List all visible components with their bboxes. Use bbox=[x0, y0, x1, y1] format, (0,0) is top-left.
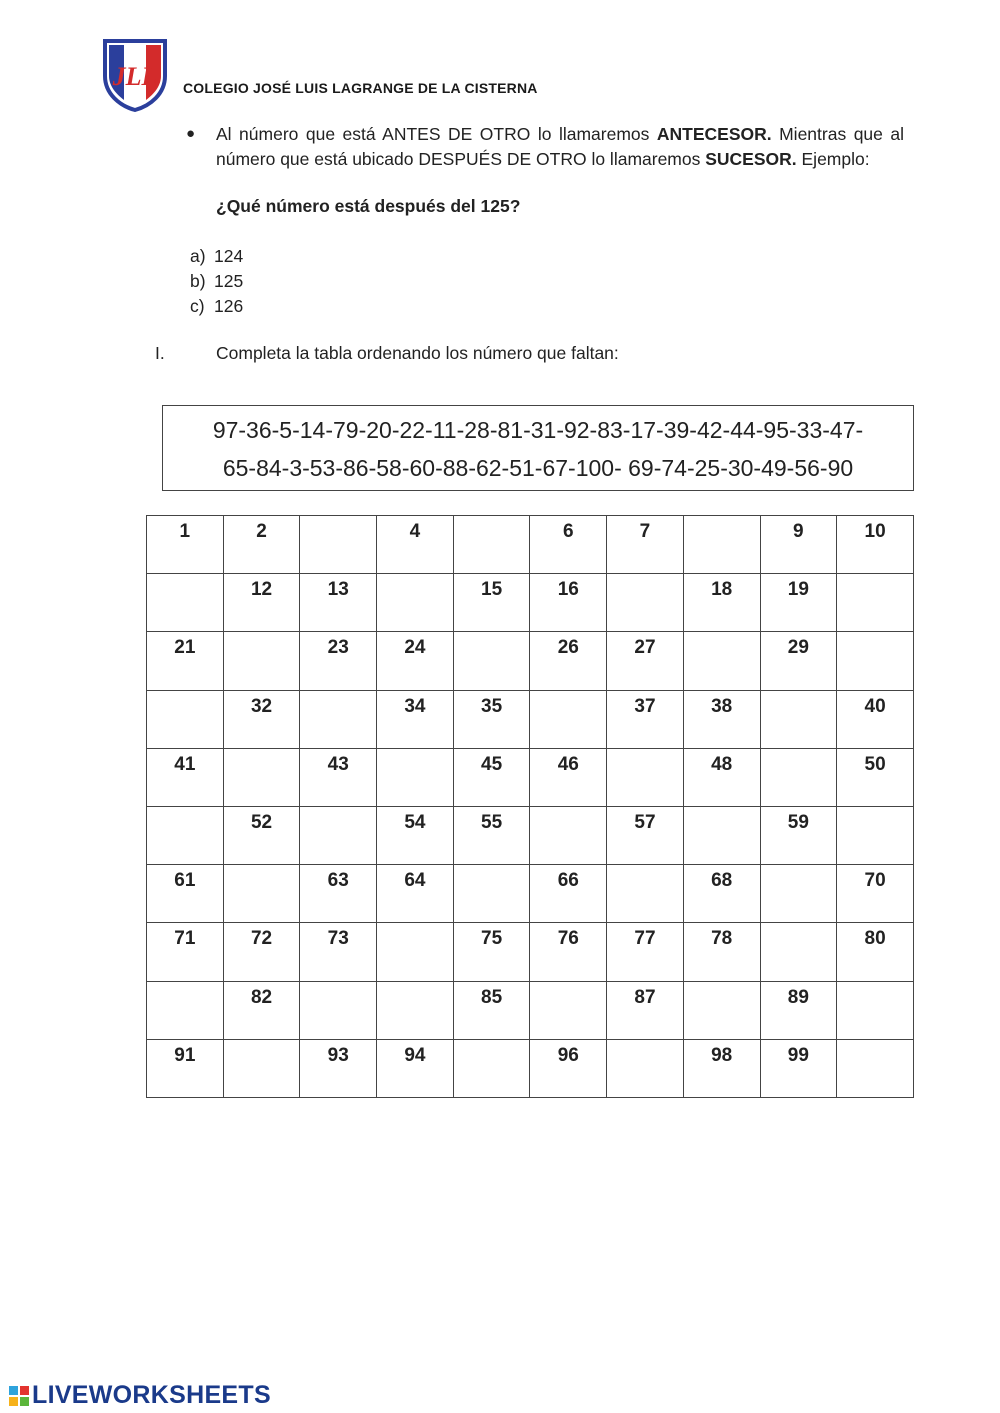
grid-cell-number: 9 bbox=[760, 516, 837, 574]
grid-cell-blank[interactable] bbox=[683, 981, 760, 1039]
grid-cell-blank[interactable] bbox=[683, 632, 760, 690]
grid-cell-blank[interactable] bbox=[147, 690, 224, 748]
grid-cell-number: 15 bbox=[453, 574, 530, 632]
grid-cell-number: 64 bbox=[377, 865, 454, 923]
grid-cell-number: 89 bbox=[760, 981, 837, 1039]
grid-cell-blank[interactable] bbox=[607, 748, 684, 806]
grid-cell-number: 76 bbox=[530, 923, 607, 981]
grid-cell-blank[interactable] bbox=[377, 923, 454, 981]
grid-cell-number: 18 bbox=[683, 574, 760, 632]
grid-cell-number: 85 bbox=[453, 981, 530, 1039]
grid-cell-blank[interactable] bbox=[683, 806, 760, 864]
grid-cell-number: 71 bbox=[147, 923, 224, 981]
grid-cell-number: 10 bbox=[837, 516, 914, 574]
grid-cell-blank[interactable] bbox=[760, 690, 837, 748]
grid-row bbox=[147, 923, 914, 981]
grid-row bbox=[147, 806, 914, 864]
grid-cell-blank[interactable] bbox=[223, 1039, 300, 1097]
grid-cell-number: 45 bbox=[453, 748, 530, 806]
grid-cell-number: 38 bbox=[683, 690, 760, 748]
grid-row bbox=[147, 574, 914, 632]
grid-cell-number: 93 bbox=[300, 1039, 377, 1097]
grid-cell-blank[interactable] bbox=[147, 981, 224, 1039]
grid-cell-blank[interactable] bbox=[837, 574, 914, 632]
grid-cell-number: 4 bbox=[377, 516, 454, 574]
grid-cell-blank[interactable] bbox=[377, 748, 454, 806]
grid-cell-blank[interactable] bbox=[223, 748, 300, 806]
grid-cell-blank[interactable] bbox=[837, 806, 914, 864]
brand-name: LIVEWORKSHEETS bbox=[32, 1381, 271, 1409]
grid-cell-number: 48 bbox=[683, 748, 760, 806]
example-question: ¿Qué número está después del 125? bbox=[216, 196, 521, 216]
grid-cell-blank[interactable] bbox=[607, 1039, 684, 1097]
grid-cell-blank[interactable] bbox=[147, 806, 224, 864]
grid-cell-number: 54 bbox=[377, 806, 454, 864]
number-bank-line-1: 97-36-5-14-79-20-22-11-28-81-31-92-83-17-39-42-44-95-33-47- bbox=[212, 417, 864, 443]
grid-cell-blank[interactable] bbox=[683, 516, 760, 574]
grid-cell-number: 73 bbox=[300, 923, 377, 981]
grid-cell-number: 43 bbox=[300, 748, 377, 806]
grid-cell-blank[interactable] bbox=[607, 865, 684, 923]
grid-cell-blank[interactable] bbox=[530, 981, 607, 1039]
grid-cell-blank[interactable] bbox=[607, 574, 684, 632]
grid-cell-number: 91 bbox=[147, 1039, 224, 1097]
section-instruction: I. Completa la tabla ordenando los número que faltan: bbox=[155, 343, 619, 363]
intro-paragraph: Al número que está ANTES DE OTRO lo llamaremos ANTECESOR. Mientras que al número que está ubicado DESPUÉS DE OTRO lo llamaremos SUCESOR. Ejemplo: bbox=[216, 124, 904, 169]
grid-cell-number: 27 bbox=[607, 632, 684, 690]
grid-cell-number: 80 bbox=[837, 923, 914, 981]
grid-cell-number: 66 bbox=[530, 865, 607, 923]
grid-cell-number: 75 bbox=[453, 923, 530, 981]
grid-cell-number: 63 bbox=[300, 865, 377, 923]
option-a[interactable]: a) 124 bbox=[190, 246, 244, 266]
number-bank-line-2: 65-84-3-53-86-58-60-88-62-51-67-100- 69-74-25-30-49-56-90 bbox=[222, 455, 854, 481]
grid-cell-number: 24 bbox=[377, 632, 454, 690]
grid-row bbox=[147, 981, 914, 1039]
grid-cell-number: 32 bbox=[223, 690, 300, 748]
grid-cell-number: 98 bbox=[683, 1039, 760, 1097]
grid-row bbox=[147, 865, 914, 923]
grid-cell-blank[interactable] bbox=[760, 923, 837, 981]
school-logo bbox=[102, 38, 168, 112]
grid-cell-number: 46 bbox=[530, 748, 607, 806]
grid-cell-blank[interactable] bbox=[300, 690, 377, 748]
option-b[interactable]: b) 125 bbox=[190, 271, 244, 291]
grid-cell-number: 35 bbox=[453, 690, 530, 748]
grid-cell-number: 41 bbox=[147, 748, 224, 806]
grid-cell-number: 23 bbox=[300, 632, 377, 690]
grid-cell-blank[interactable] bbox=[837, 1039, 914, 1097]
grid-cell-number: 96 bbox=[530, 1039, 607, 1097]
grid-cell-number: 40 bbox=[837, 690, 914, 748]
grid-cell-blank[interactable] bbox=[837, 981, 914, 1039]
grid-cell-number: 13 bbox=[300, 574, 377, 632]
grid-row bbox=[147, 690, 914, 748]
grid-cell-number: 87 bbox=[607, 981, 684, 1039]
grid-cell-number: 19 bbox=[760, 574, 837, 632]
grid-cell-number: 34 bbox=[377, 690, 454, 748]
liveworksheets-logo-icon bbox=[8, 1385, 30, 1407]
grid-cell-blank[interactable] bbox=[377, 981, 454, 1039]
school-name: COLEGIO JOSÉ LUIS LAGRANGE DE LA CISTERNA bbox=[183, 80, 538, 96]
option-c[interactable]: c) 126 bbox=[190, 296, 244, 316]
grid-cell-blank[interactable] bbox=[530, 806, 607, 864]
grid-cell-number: 1 bbox=[147, 516, 224, 574]
grid-cell-number: 78 bbox=[683, 923, 760, 981]
grid-cell-blank[interactable] bbox=[837, 632, 914, 690]
answer-options bbox=[190, 244, 243, 319]
grid-cell-number: 94 bbox=[377, 1039, 454, 1097]
grid-cell-number: 7 bbox=[607, 516, 684, 574]
grid-cell-blank[interactable] bbox=[760, 865, 837, 923]
grid-cell-blank[interactable] bbox=[300, 981, 377, 1039]
grid-cell-number: 50 bbox=[837, 748, 914, 806]
grid-row bbox=[147, 632, 914, 690]
grid-cell-number: 57 bbox=[607, 806, 684, 864]
grid-cell-blank[interactable] bbox=[147, 574, 224, 632]
grid-cell-number: 77 bbox=[607, 923, 684, 981]
grid-cell-blank[interactable] bbox=[377, 574, 454, 632]
grid-cell-blank[interactable] bbox=[530, 690, 607, 748]
grid-cell-number: 68 bbox=[683, 865, 760, 923]
grid-cell-blank[interactable] bbox=[453, 632, 530, 690]
grid-cell-number: 70 bbox=[837, 865, 914, 923]
grid-cell-blank[interactable] bbox=[223, 632, 300, 690]
grid-cell-number: 6 bbox=[530, 516, 607, 574]
grid-cell-blank[interactable] bbox=[453, 516, 530, 574]
grid-cell-number: 29 bbox=[760, 632, 837, 690]
hundred-chart bbox=[146, 515, 914, 1098]
grid-cell-number: 55 bbox=[453, 806, 530, 864]
grid-cell-number: 2 bbox=[223, 516, 300, 574]
grid-cell-number: 52 bbox=[223, 806, 300, 864]
grid-cell-number: 59 bbox=[760, 806, 837, 864]
grid-row bbox=[147, 1039, 914, 1097]
footer-brand bbox=[8, 1381, 271, 1410]
grid-cell-number: 99 bbox=[760, 1039, 837, 1097]
grid-cell-number: 37 bbox=[607, 690, 684, 748]
grid-cell-number: 82 bbox=[223, 981, 300, 1039]
grid-cell-number: 16 bbox=[530, 574, 607, 632]
grid-cell-blank[interactable] bbox=[300, 806, 377, 864]
grid-cell-blank[interactable] bbox=[453, 1039, 530, 1097]
grid-cell-blank[interactable] bbox=[300, 516, 377, 574]
bullet-icon: ● bbox=[186, 125, 196, 142]
svg-text:JLL: JLL bbox=[112, 62, 158, 91]
grid-row bbox=[147, 516, 914, 574]
grid-row bbox=[147, 748, 914, 806]
grid-cell-number: 26 bbox=[530, 632, 607, 690]
grid-cell-number: 72 bbox=[223, 923, 300, 981]
grid-cell-number: 21 bbox=[147, 632, 224, 690]
grid-cell-blank[interactable] bbox=[223, 865, 300, 923]
grid-cell-blank[interactable] bbox=[760, 748, 837, 806]
grid-cell-number: 12 bbox=[223, 574, 300, 632]
grid-cell-blank[interactable] bbox=[453, 865, 530, 923]
number-bank bbox=[162, 405, 914, 491]
grid-cell-number: 61 bbox=[147, 865, 224, 923]
